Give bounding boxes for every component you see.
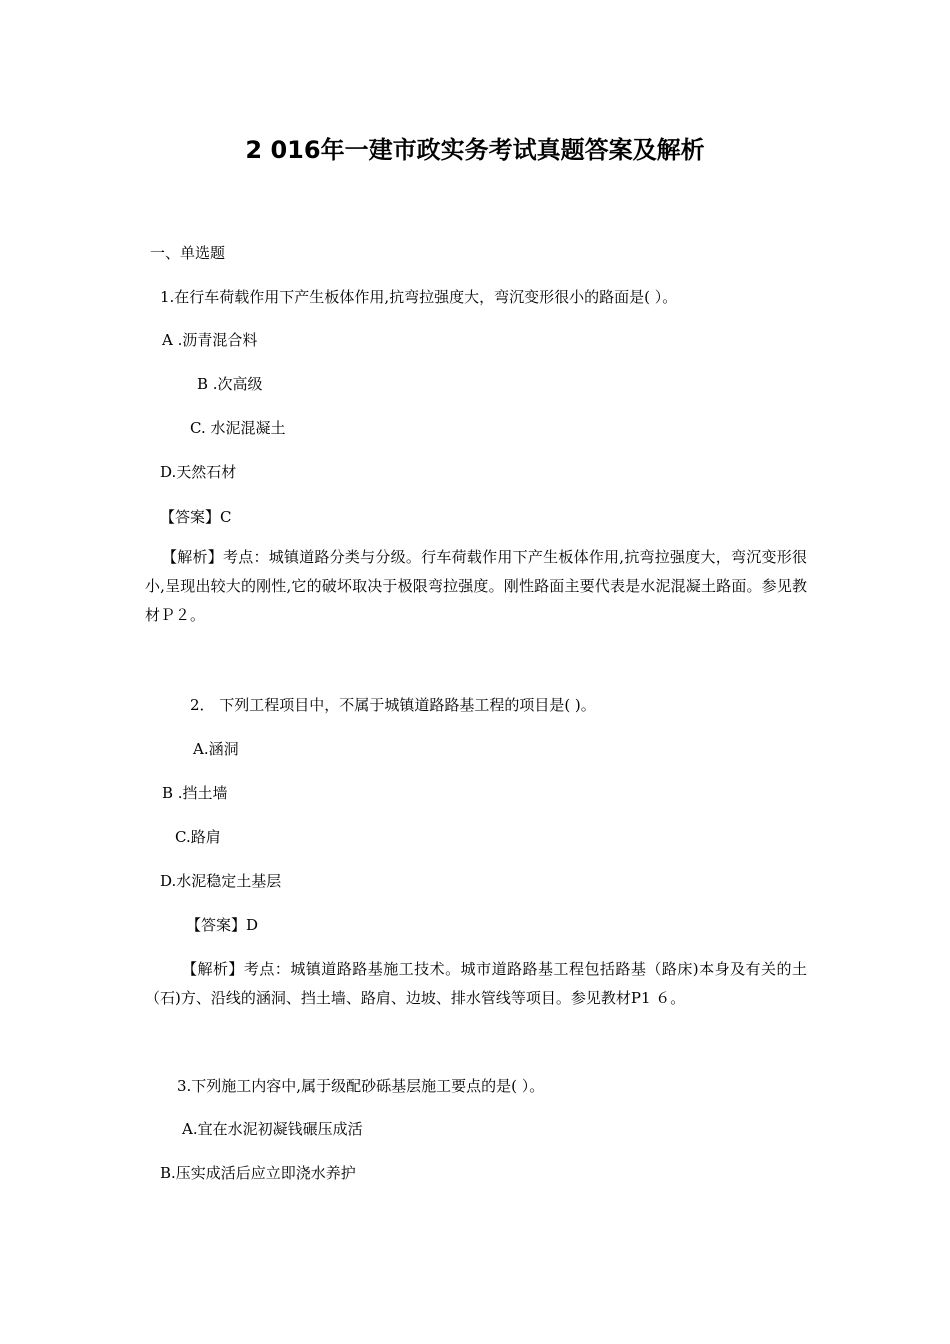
question-2-option-a: A.涵洞	[193, 740, 239, 758]
question-1-answer: 【答案】C	[160, 508, 232, 526]
question-1-stem: 1.在行车荷载作用下产生板体作用,抗弯拉强度大，弯沉变形很小的路面是( ）。	[160, 288, 678, 306]
question-1-analysis: 【解析】考点：城镇道路分类与分级。行车荷载作用下产生板体作用,抗弯拉强度大，弯沉变形很小,呈现出较大的刚性,它的破坏取决于极限弯拉强度。刚性路面主要代表是水泥混凝土路面。参见教材Ｐ２。	[145, 548, 807, 624]
question-3-stem: 3.下列施工内容中,属于级配砂砾基层施工要点的是( ）。	[177, 1077, 545, 1095]
question-2-option-d: D.水泥稳定土基层	[160, 872, 282, 890]
question-1-option-d: D.天然石材	[160, 463, 237, 481]
question-2-option-b: B .挡土墙	[162, 784, 228, 802]
question-1-option-b: B .次高级	[197, 375, 263, 393]
question-2-option-c: C.路肩	[175, 828, 221, 846]
question-1-option-a: A .沥青混合料	[162, 331, 258, 349]
question-1-option-c: C. 水泥混凝土	[190, 419, 286, 437]
question-2-answer: 【答案】D	[186, 916, 259, 934]
question-2-stem: 2． 下列工程项目中，不属于城镇道路路基工程的项目是( )。	[190, 696, 596, 714]
question-3-option-a: A.宜在水泥初凝钱碾压成活	[182, 1120, 363, 1138]
question-2-analysis: 【解析】考点：城镇道路路基施工技术。城市道路路基工程包括路基（路床)本身及有关的土（石)方、沿线的涵洞、挡土墙、路肩、边坡、排水管线等项目。参见教材P1 ６。	[145, 960, 807, 1007]
section-heading: 一、单选题	[150, 244, 226, 262]
page-title: 2 016年一建市政实务考试真题答案及解析	[245, 136, 705, 164]
question-3-option-b: B.压实成活后应立即浇水养护	[160, 1164, 356, 1182]
